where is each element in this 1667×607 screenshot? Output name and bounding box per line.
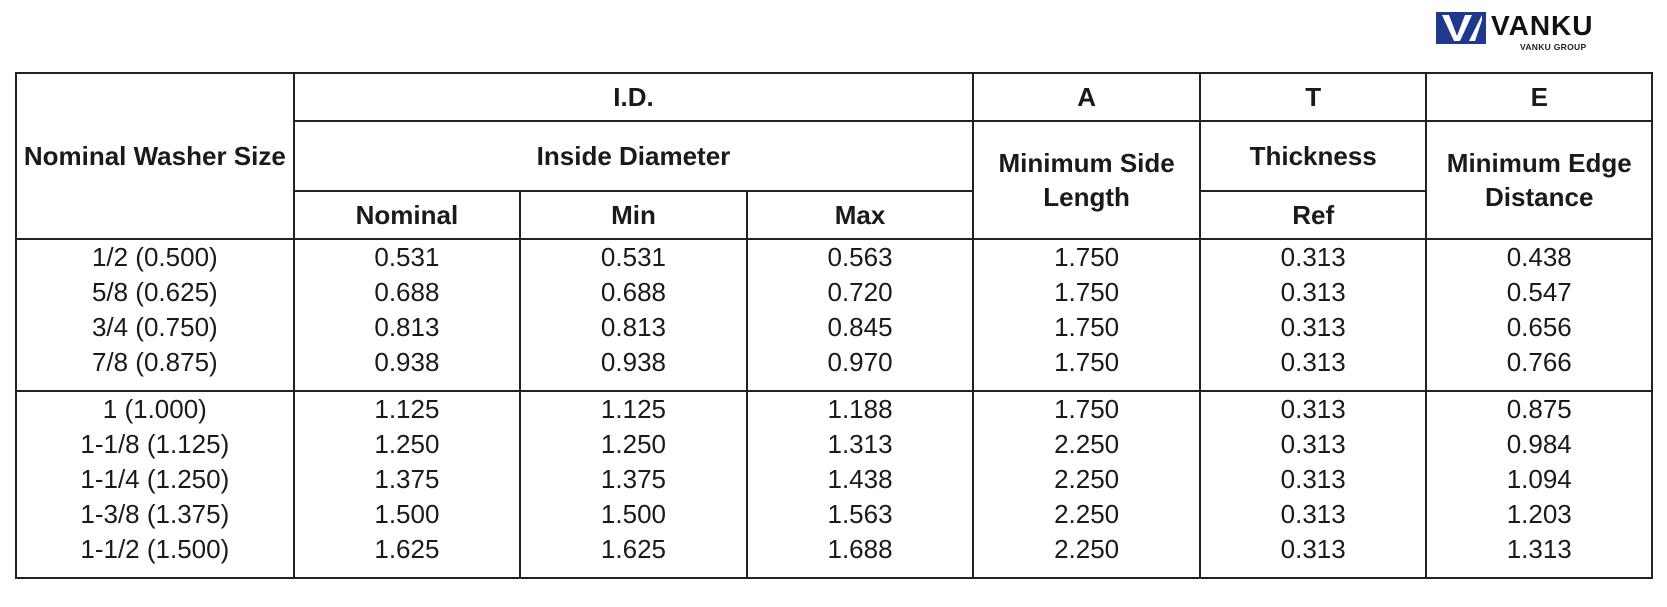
min-column-group-1 xyxy=(520,239,747,391)
nominal-cell: 0.688 xyxy=(374,277,440,307)
nominal-cell: 1.500 xyxy=(374,499,440,529)
header-min: Min xyxy=(520,191,747,239)
max-cell: 1.438 xyxy=(827,464,893,494)
thickness-cell: 0.313 xyxy=(1280,499,1346,529)
header-nominal: Nominal xyxy=(294,191,521,239)
min-cell: 1.500 xyxy=(600,499,666,529)
size-cell: 1-1/8 (1.125) xyxy=(80,429,230,459)
thickness-cell: 0.313 xyxy=(1280,347,1346,377)
side-length-cell: 2.250 xyxy=(1054,429,1120,459)
thickness-cell: 0.313 xyxy=(1280,242,1346,272)
max-cell: 0.563 xyxy=(827,242,893,272)
thickness-cell: 0.313 xyxy=(1280,464,1346,494)
nominal-cell: 1.125 xyxy=(374,394,440,424)
nominal-cell: 0.531 xyxy=(374,242,440,272)
thickness-cell: 0.313 xyxy=(1280,534,1346,564)
header-max: Max xyxy=(747,191,974,239)
nominal-cell: 0.938 xyxy=(374,347,440,377)
header-minimum-edge-distance: Minimum Edge Distance xyxy=(1426,121,1652,239)
side-length-column-group-1 xyxy=(973,239,1200,391)
nominal-cell: 0.813 xyxy=(374,312,440,342)
vanku-logo xyxy=(1436,10,1616,50)
min-column-group-2 xyxy=(520,391,747,578)
edge-distance-cell: 0.984 xyxy=(1506,429,1572,459)
size-cell: 5/8 (0.625) xyxy=(91,277,218,307)
table-row-group-2 xyxy=(16,391,1652,578)
side-length-cell: 2.250 xyxy=(1054,534,1120,564)
nominal-cell: 1.250 xyxy=(374,429,440,459)
size-column-group-2 xyxy=(16,391,294,578)
size-cell: 1 (1.000) xyxy=(102,394,207,424)
edge-distance-cell: 0.766 xyxy=(1506,347,1572,377)
thickness-cell: 0.313 xyxy=(1280,312,1346,342)
header-nominal-washer-size: Nominal Washer Size xyxy=(16,73,294,239)
side-length-cell: 2.250 xyxy=(1054,499,1120,529)
thickness-cell: 0.313 xyxy=(1280,277,1346,307)
min-cell: 0.938 xyxy=(600,347,666,377)
side-length-cell: 1.750 xyxy=(1054,277,1120,307)
edge-distance-column-group-1 xyxy=(1426,239,1652,391)
logo-wordmark: VANKU xyxy=(1491,10,1594,41)
side-length-cell: 1.750 xyxy=(1054,347,1120,377)
size-cell: 7/8 (0.875) xyxy=(91,347,218,377)
thickness-column-group-2 xyxy=(1200,391,1427,578)
nominal-cell: 1.625 xyxy=(374,534,440,564)
edge-distance-column-group-2 xyxy=(1426,391,1652,578)
header-row-1 xyxy=(16,73,1652,121)
max-cell: 0.845 xyxy=(827,312,893,342)
size-cell: 1-1/4 (1.250) xyxy=(80,464,230,494)
max-cell: 0.720 xyxy=(827,277,893,307)
min-cell: 1.250 xyxy=(600,429,666,459)
header-ref: Ref xyxy=(1200,191,1427,239)
vanku-logo-mark-icon xyxy=(1436,12,1486,44)
max-cell: 1.688 xyxy=(827,534,893,564)
min-cell: 1.625 xyxy=(600,534,666,564)
nominal-cell: 1.375 xyxy=(374,464,440,494)
max-cell: 1.313 xyxy=(827,429,893,459)
min-cell: 1.375 xyxy=(600,464,666,494)
min-cell: 1.125 xyxy=(600,394,666,424)
edge-distance-cell: 0.547 xyxy=(1506,277,1572,307)
table-row-group-1 xyxy=(16,239,1652,391)
side-length-cell: 2.250 xyxy=(1054,464,1120,494)
max-column-group-1 xyxy=(747,239,974,391)
header-e: E xyxy=(1426,73,1652,121)
max-column-group-2 xyxy=(747,391,974,578)
header-t: T xyxy=(1200,73,1427,121)
thickness-column-group-1 xyxy=(1200,239,1427,391)
max-cell: 1.188 xyxy=(827,394,893,424)
edge-distance-cell: 1.313 xyxy=(1506,534,1572,564)
size-cell: 3/4 (0.750) xyxy=(91,312,218,342)
size-column-group-1 xyxy=(16,239,294,391)
size-cell: 1-3/8 (1.375) xyxy=(80,499,230,529)
header-a: A xyxy=(973,73,1200,121)
max-cell: 1.563 xyxy=(827,499,893,529)
edge-distance-cell: 0.656 xyxy=(1506,312,1572,342)
header-minimum-side-length: Minimum Side Length xyxy=(973,121,1200,239)
edge-distance-cell: 1.203 xyxy=(1506,499,1572,529)
thickness-cell: 0.313 xyxy=(1280,394,1346,424)
side-length-cell: 1.750 xyxy=(1054,394,1120,424)
min-cell: 0.813 xyxy=(600,312,666,342)
side-length-cell: 1.750 xyxy=(1054,312,1120,342)
header-thickness: Thickness xyxy=(1200,121,1427,191)
edge-distance-cell: 0.875 xyxy=(1506,394,1572,424)
edge-distance-cell: 1.094 xyxy=(1506,464,1572,494)
max-cell: 0.970 xyxy=(827,347,893,377)
size-cell: 1/2 (0.500) xyxy=(91,242,218,272)
nominal-column-group-2 xyxy=(294,391,521,578)
washer-dimension-table xyxy=(15,72,1653,579)
min-cell: 0.688 xyxy=(600,277,666,307)
edge-distance-cell: 0.438 xyxy=(1506,242,1572,272)
header-inside-diameter: Inside Diameter xyxy=(294,121,974,191)
header-id: I.D. xyxy=(294,73,974,121)
side-length-cell: 1.750 xyxy=(1054,242,1120,272)
min-cell: 0.531 xyxy=(600,242,666,272)
thickness-cell: 0.313 xyxy=(1280,429,1346,459)
side-length-column-group-2 xyxy=(973,391,1200,578)
logo-subtitle: VANKU GROUP xyxy=(1520,42,1587,52)
size-cell: 1-1/2 (1.500) xyxy=(80,534,230,564)
nominal-column-group-1 xyxy=(294,239,521,391)
